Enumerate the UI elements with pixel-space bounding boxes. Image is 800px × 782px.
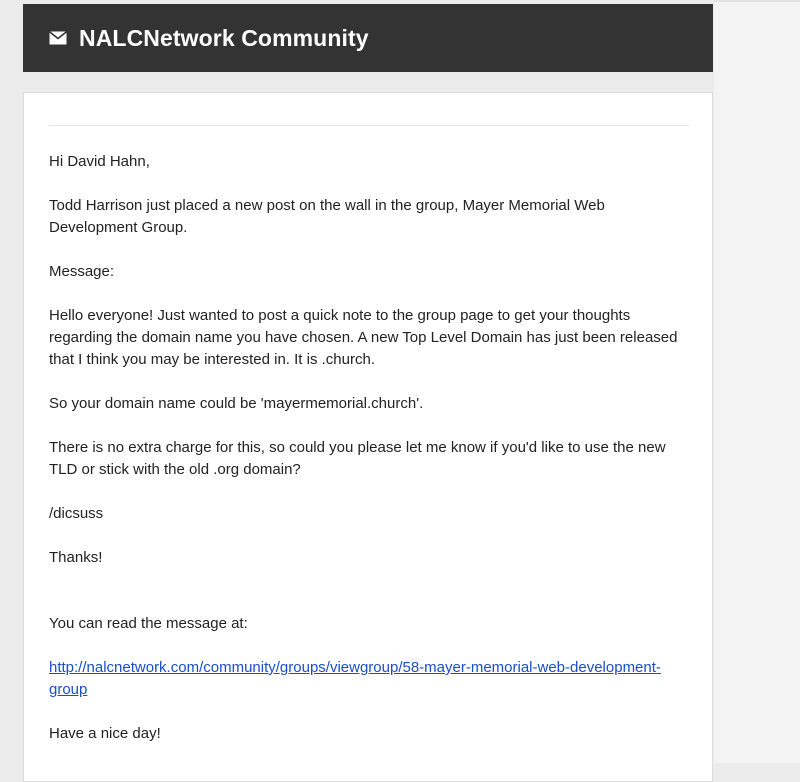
- message-paragraph: Thanks!: [49, 549, 103, 566]
- envelope-icon: [49, 31, 67, 45]
- signoff: Have a nice day!: [49, 725, 161, 742]
- group-link[interactable]: http://nalcnetwork.com/community/groups/viewgroup/58-mayer-memorial-web-development-group: [49, 659, 661, 698]
- message-paragraph: There is no extra charge for this, so could you please let me know if you'd like to use the new TLD or stick with the old .org domain?: [49, 439, 666, 478]
- community-title: NALCNetwork Community: [79, 24, 369, 51]
- email-header: [23, 4, 713, 72]
- link-paragraph: [49, 657, 689, 701]
- message-label: Message:: [49, 263, 115, 280]
- right-gutter: [714, 0, 800, 763]
- read-label: You can read the message at:: [49, 615, 248, 632]
- email-content: [49, 151, 689, 767]
- greeting: Hi David Hahn,: [49, 153, 150, 170]
- message-paragraph: Hello everyone! Just wanted to post a quick note to the group page to get your thoughts regarding the domain name you have chosen. A new Top Level Domain has just been released that I think you may be interested in. It is .church.: [49, 307, 678, 368]
- intro-text: Todd Harrison just placed a new post on the wall in the group, Mayer Memorial Web Development Group.: [49, 197, 605, 236]
- message-paragraph: /dicsuss: [49, 505, 104, 522]
- email-body-card: [23, 92, 713, 782]
- divider: [49, 125, 689, 126]
- message-paragraph: So your domain name could be 'mayermemorial.church'.: [49, 395, 424, 412]
